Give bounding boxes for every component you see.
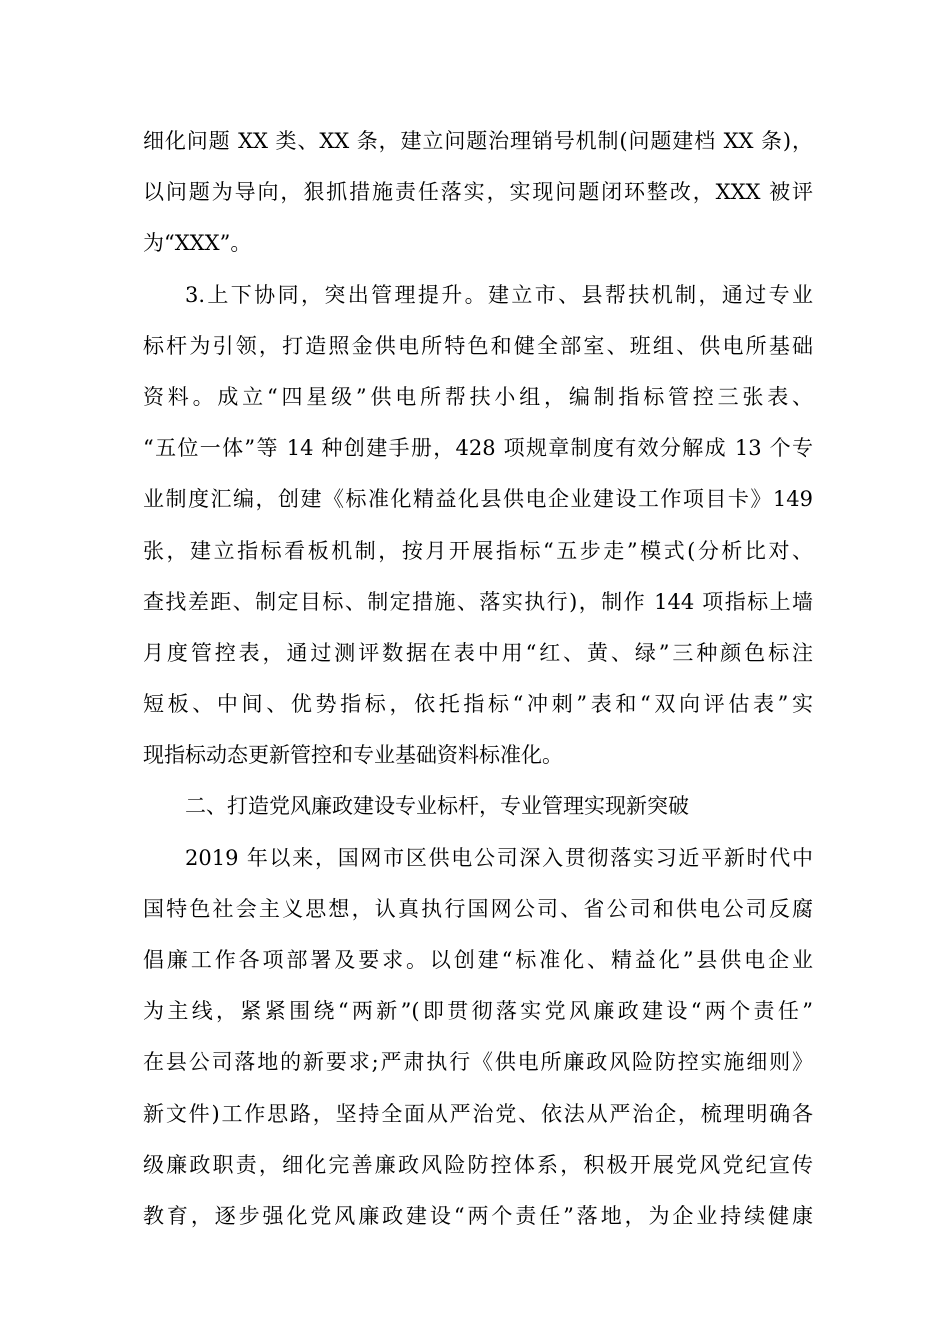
text-line: 教育，逐步强化党风廉政建设“两个责任”落地，为企业持续健康: [143, 1203, 813, 1228]
text-line: 国特色社会主义思想，认真执行国网公司、省公司和供电公司反腐: [143, 896, 813, 921]
text-line: 倡廉工作各项部署及要求。以创建“标准化、精益化”县供电企业: [143, 948, 813, 972]
text-line: 标杆为引领，打造照金供电所特色和健全部室、班组、供电所基础: [143, 333, 813, 358]
text-line: 3.上下协同，突出管理提升。建立市、县帮扶机制，通过专业: [185, 282, 813, 307]
text-line: 新文件)工作思路，坚持全面从严治党、依法从严治企，梳理明确各: [143, 1101, 813, 1126]
section-heading-2: [143, 781, 813, 832]
text-line: 为主线，紧紧围绕“两新”(即贯彻落实党风廉政建设“两个责任”: [143, 999, 813, 1024]
text-line: 为“XXX”。: [143, 231, 252, 256]
heading-line: 二、打造党风廉政建设专业标杆，专业管理实现新突破: [185, 794, 689, 819]
body-text: [143, 116, 813, 1242]
text-line: 张，建立指标看板机制，按月开展指标“五步走”模式(分析比对、: [143, 538, 813, 563]
text-line: 资料。成立“四星级”供电所帮扶小组，编制指标管控三张表、: [143, 384, 813, 409]
text-line: 短板、中间、优势指标，依托指标“冲刺”表和“双向评估表”实: [143, 692, 813, 717]
text-line: 细化问题 XX 类、XX 条，建立问题治理销号机制(问题建档 XX 条)，: [143, 129, 813, 153]
text-line: 在县公司落地的新要求;严肃执行《供电所廉政风险防控实施细则》: [143, 1050, 813, 1075]
text-line: 级廉政职责，细化完善廉政风险防控体系，积极开展党风党纪宣传: [143, 1152, 813, 1177]
text-line: 以问题为导向，狠抓措施责任落实，实现问题闭环整改，XXX 被评: [143, 180, 813, 205]
text-line: 查找差距、制定目标、制定措施、落实执行)，制作 144 项指标上墙: [143, 589, 813, 614]
paragraph-continuation: [143, 116, 813, 270]
text-line: “五位一体”等 14 种创建手册，428 项规章制度有效分解成 13 个专: [143, 436, 813, 461]
paragraph-section-2-body: [143, 833, 813, 1243]
text-line: 2019 年以来，国网市区供电公司深入贯彻落实习近平新时代中: [185, 845, 813, 870]
paragraph-item-3: [143, 270, 813, 782]
text-line: 业制度汇编，创建《标准化精益化县供电企业建设工作项目卡》149: [143, 487, 813, 512]
text-line: 月度管控表，通过测评数据在表中用“红、黄、绿”三种颜色标注: [143, 640, 813, 665]
text-line: 现指标动态更新管控和专业基础资料标准化。: [143, 743, 563, 768]
